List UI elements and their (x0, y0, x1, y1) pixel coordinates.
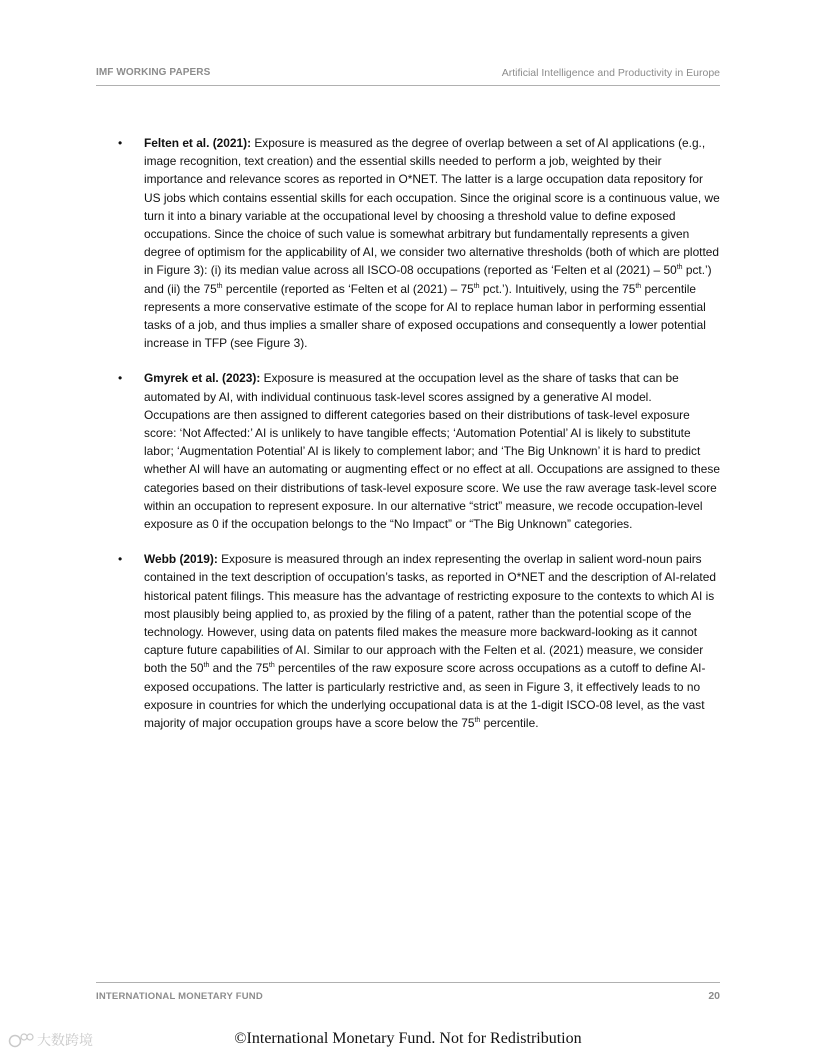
copyright-notice: ©International Monetary Fund. Not for Redistribution (234, 1030, 582, 1047)
bullet-symbol: • (118, 552, 123, 567)
bullet-text: Felten et al. (2021): Exposure is measured as the degree of overlap between a set of AI applications (e.g., image recognition, text creation) and the essential skills needed to perform a job, weighted by their importance and relevance scores as reported in O*NET. The latter is a large occupation data repository for US jobs which contains essential skills for each occupation. Since the original score is a continuous value, we turn it into a binary variable at the occupational level by choosing a threshold value to define exposed occupations. Since the choice of such value is somewhat arbitrary but fundamentally represents a given degree of optimism for the applicability of AI, we consider two alternative thresholds (both of which are plotted in Figure 3): (i) its median value across all ISCO-08 occupations (reported as ‘Felten et al (2021) – 50th pct.’) and (ii) the 75th percentile (reported as ‘Felten et al (2021) – 75th pct.’). Intuitively, using the 75th percentile represents a more conservative estimate of the scope for AI to replace human labor in performing essential tasks of a job, and thus implies a smaller share of exposed occupations and consequently a lower potential increase in TFP (see Figure 3). (144, 136, 720, 351)
bullet-title: Gmyrek et al. (2023): (144, 371, 261, 386)
page-number: 20 (708, 990, 720, 1002)
footer-divider (96, 982, 720, 983)
header-divider (96, 85, 720, 86)
bullet-gmyrek (96, 369, 720, 533)
bullet-title: Felten et al. (2021): (144, 136, 252, 150)
running-footer-publisher: INTERNATIONAL MONETARY FUND (96, 991, 263, 1002)
bullet-felten (96, 134, 720, 352)
bullet-webb (96, 550, 720, 732)
running-header-title: Artificial Intelligence and Productivity in Europe (501, 67, 720, 79)
bullet-text: Webb (2019): Exposure is measured through an index representing the overlap in salient word-noun pairs contained in the text description of occupation’s tasks, as reported in O*NET and the description of AI-related historical patent filings. This measure has the advantage of restricting exposure to the contexts to which AI is most plausibly being applied to, as proxied by the filing of a patent, rather than the potential scope of the technology. However, using data on patents filed makes the measure more backward-looking as it cannot capture future capabilities of AI. Similar to our approach with the Felten et al. (2021) measure, we consider both the 50th and the 75th percentiles of the raw exposure score across occupations as a cutoff to define AI-exposed occupations. The latter is particularly restrictive and, as seen in Figure 3, it effectively leads to no exposure in countries for which the underlying occupational data is at the 1-digit ISCO-08 level, as the vast majority of major occupation groups have a score below the 75th percentile. (144, 552, 716, 731)
bullet-symbol: • (118, 136, 123, 150)
running-header-series: IMF WORKING PAPERS (96, 67, 211, 78)
bullet-title: Webb (2019): (144, 552, 218, 567)
bullet-symbol: • (118, 371, 123, 386)
body-content (96, 134, 720, 749)
watermark-text: 大数跨境 (37, 1032, 93, 1048)
bullet-text: Gmyrek et al. (2023): Exposure is measured at the occupation level as the share of tasks that can be automated by AI, with individual continuous task-level scores assigned by a generative AI model. Occupations are then assigned to different categories based on their distributions of task-level exposure score: ‘Not Affected:’ AI is unlikely to have tangible effects; ‘Automation Potential’ AI is likely to substitute labor; ‘Augmentation Potential’ AI is likely to complement labor; and ‘The Big Unknown’ it is hard to predict whether AI will have an automating or augmenting effect or no effect at all. Occupations are assigned to these categories based on their distributions of task-level exposure score. We use the raw average task-level score within an occupation to represent exposure. In our alternative “strict” measure, we recode occupation-level exposure as 0 if the occupation belongs to the “No Impact” or “The Big Unknown” categories. (144, 371, 720, 532)
